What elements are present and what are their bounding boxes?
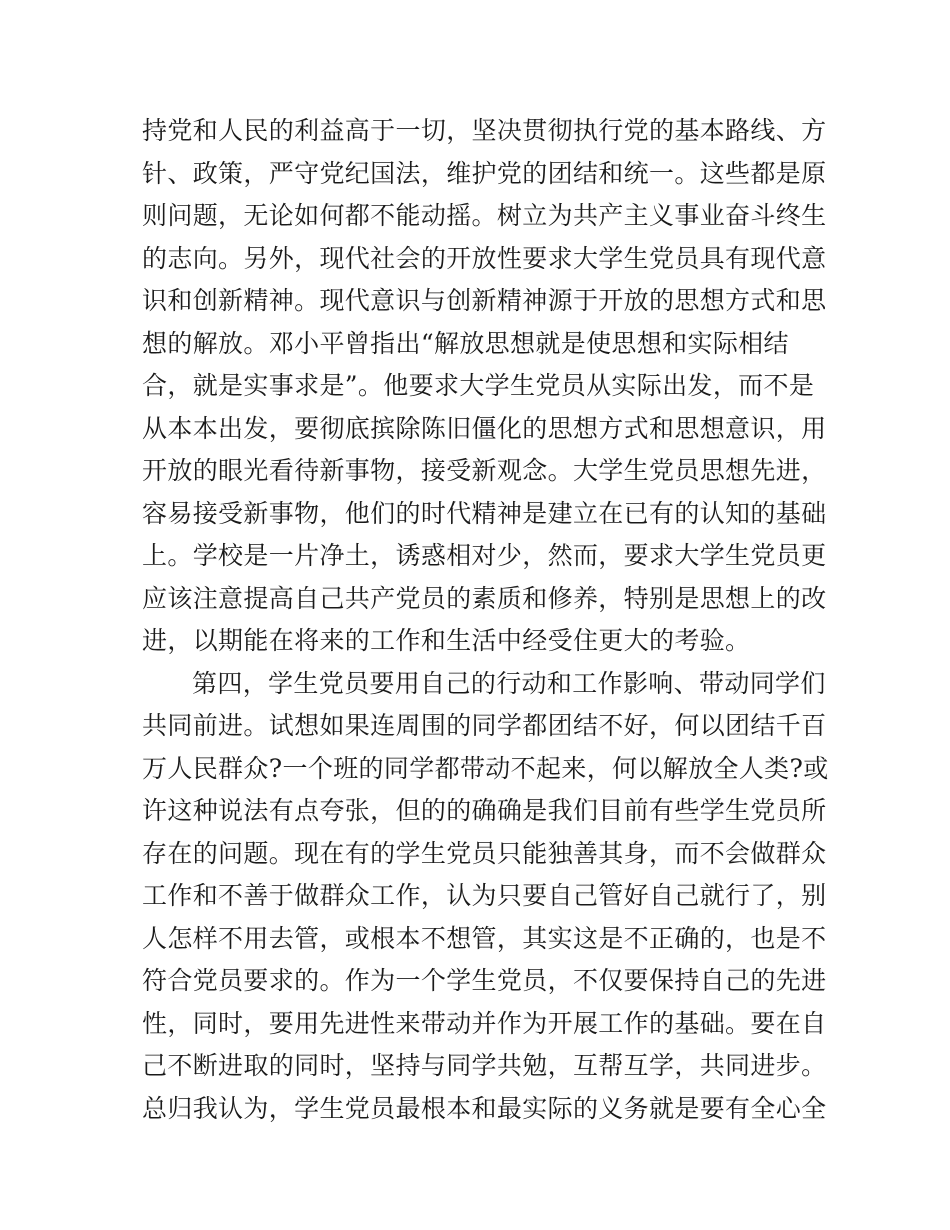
- text-line: 开放的眼光看待新事物，接受新观念。大学生党员思想先进，: [142, 456, 827, 485]
- text-line: 工作和不善于做群众工作，认为只要自己管好自己就行了，别: [142, 881, 827, 910]
- text-line: 己不断进取的同时，坚持与同学共勉，互帮互学，共同进步。: [142, 1051, 827, 1080]
- text-line: 人怎样不用去管，或根本不想管，其实这是不正确的，也是不: [142, 923, 827, 953]
- text-line: 的志向。另外，现代社会的开放性要求大学生党员具有现代意: [142, 243, 827, 273]
- paragraph-start-line: 第四，学生党员要用自己的行动和工作影响、带动同学们: [192, 668, 826, 698]
- text-line: 总归我认为，学生党员最根本和最实际的义务就是要有全心全: [142, 1093, 827, 1123]
- text-line: 容易接受新事物，他们的时代精神是建立在已有的认知的基础: [142, 498, 827, 528]
- text-line: 性，同时，要用先进性来带动并作为开展工作的基础。要在自: [142, 1008, 827, 1038]
- text-line: 进，以期能在将来的工作和生活中经受住更大的考验。: [142, 626, 751, 655]
- text-line: 针、政策，严守党纪国法，维护党的团结和统一。这些都是原: [142, 158, 827, 188]
- text-line: 上。学校是一片净土，诱惑相对少，然而，要求大学生党员更: [142, 541, 827, 570]
- text-line: 符合党员要求的。作为一个学生党员，不仅要保持自己的先进: [142, 966, 827, 995]
- text-line: 则问题，无论如何都不能动摇。树立为共产主义事业奋斗终生: [142, 201, 827, 230]
- text-line: 想的解放。邓小平曾指出“解放思想就是使思想和实际相结: [142, 328, 789, 358]
- body-text: [142, 110, 829, 1130]
- text-line: 万人民群众?一个班的同学都带动不起来，何以解放全人类?或: [142, 753, 829, 783]
- text-line: 许这种说法有点夸张，但的的确确是我们目前有些学生党员所: [142, 796, 827, 825]
- text-line: 共同前进。试想如果连周围的同学都团结不好，何以团结千百: [142, 711, 827, 740]
- text-line: 从本本出发，要彻底摈除陈旧僵化的思想方式和思想意识，用: [142, 413, 827, 443]
- text-line: 应该注意提高自己共产党员的素质和修养，特别是思想上的改: [142, 583, 827, 613]
- text-line: 持党和人民的利益高于一切，坚决贯彻执行党的基本路线、方: [142, 116, 827, 145]
- text-line: 存在的问题。现在有的学生党员只能独善其身，而不会做群众: [142, 838, 827, 868]
- text-line: 识和创新精神。现代意识与创新精神源于开放的思想方式和思: [142, 286, 827, 315]
- text-line: 合，就是实事求是”。他要求大学生党员从实际出发，而不是: [142, 371, 815, 400]
